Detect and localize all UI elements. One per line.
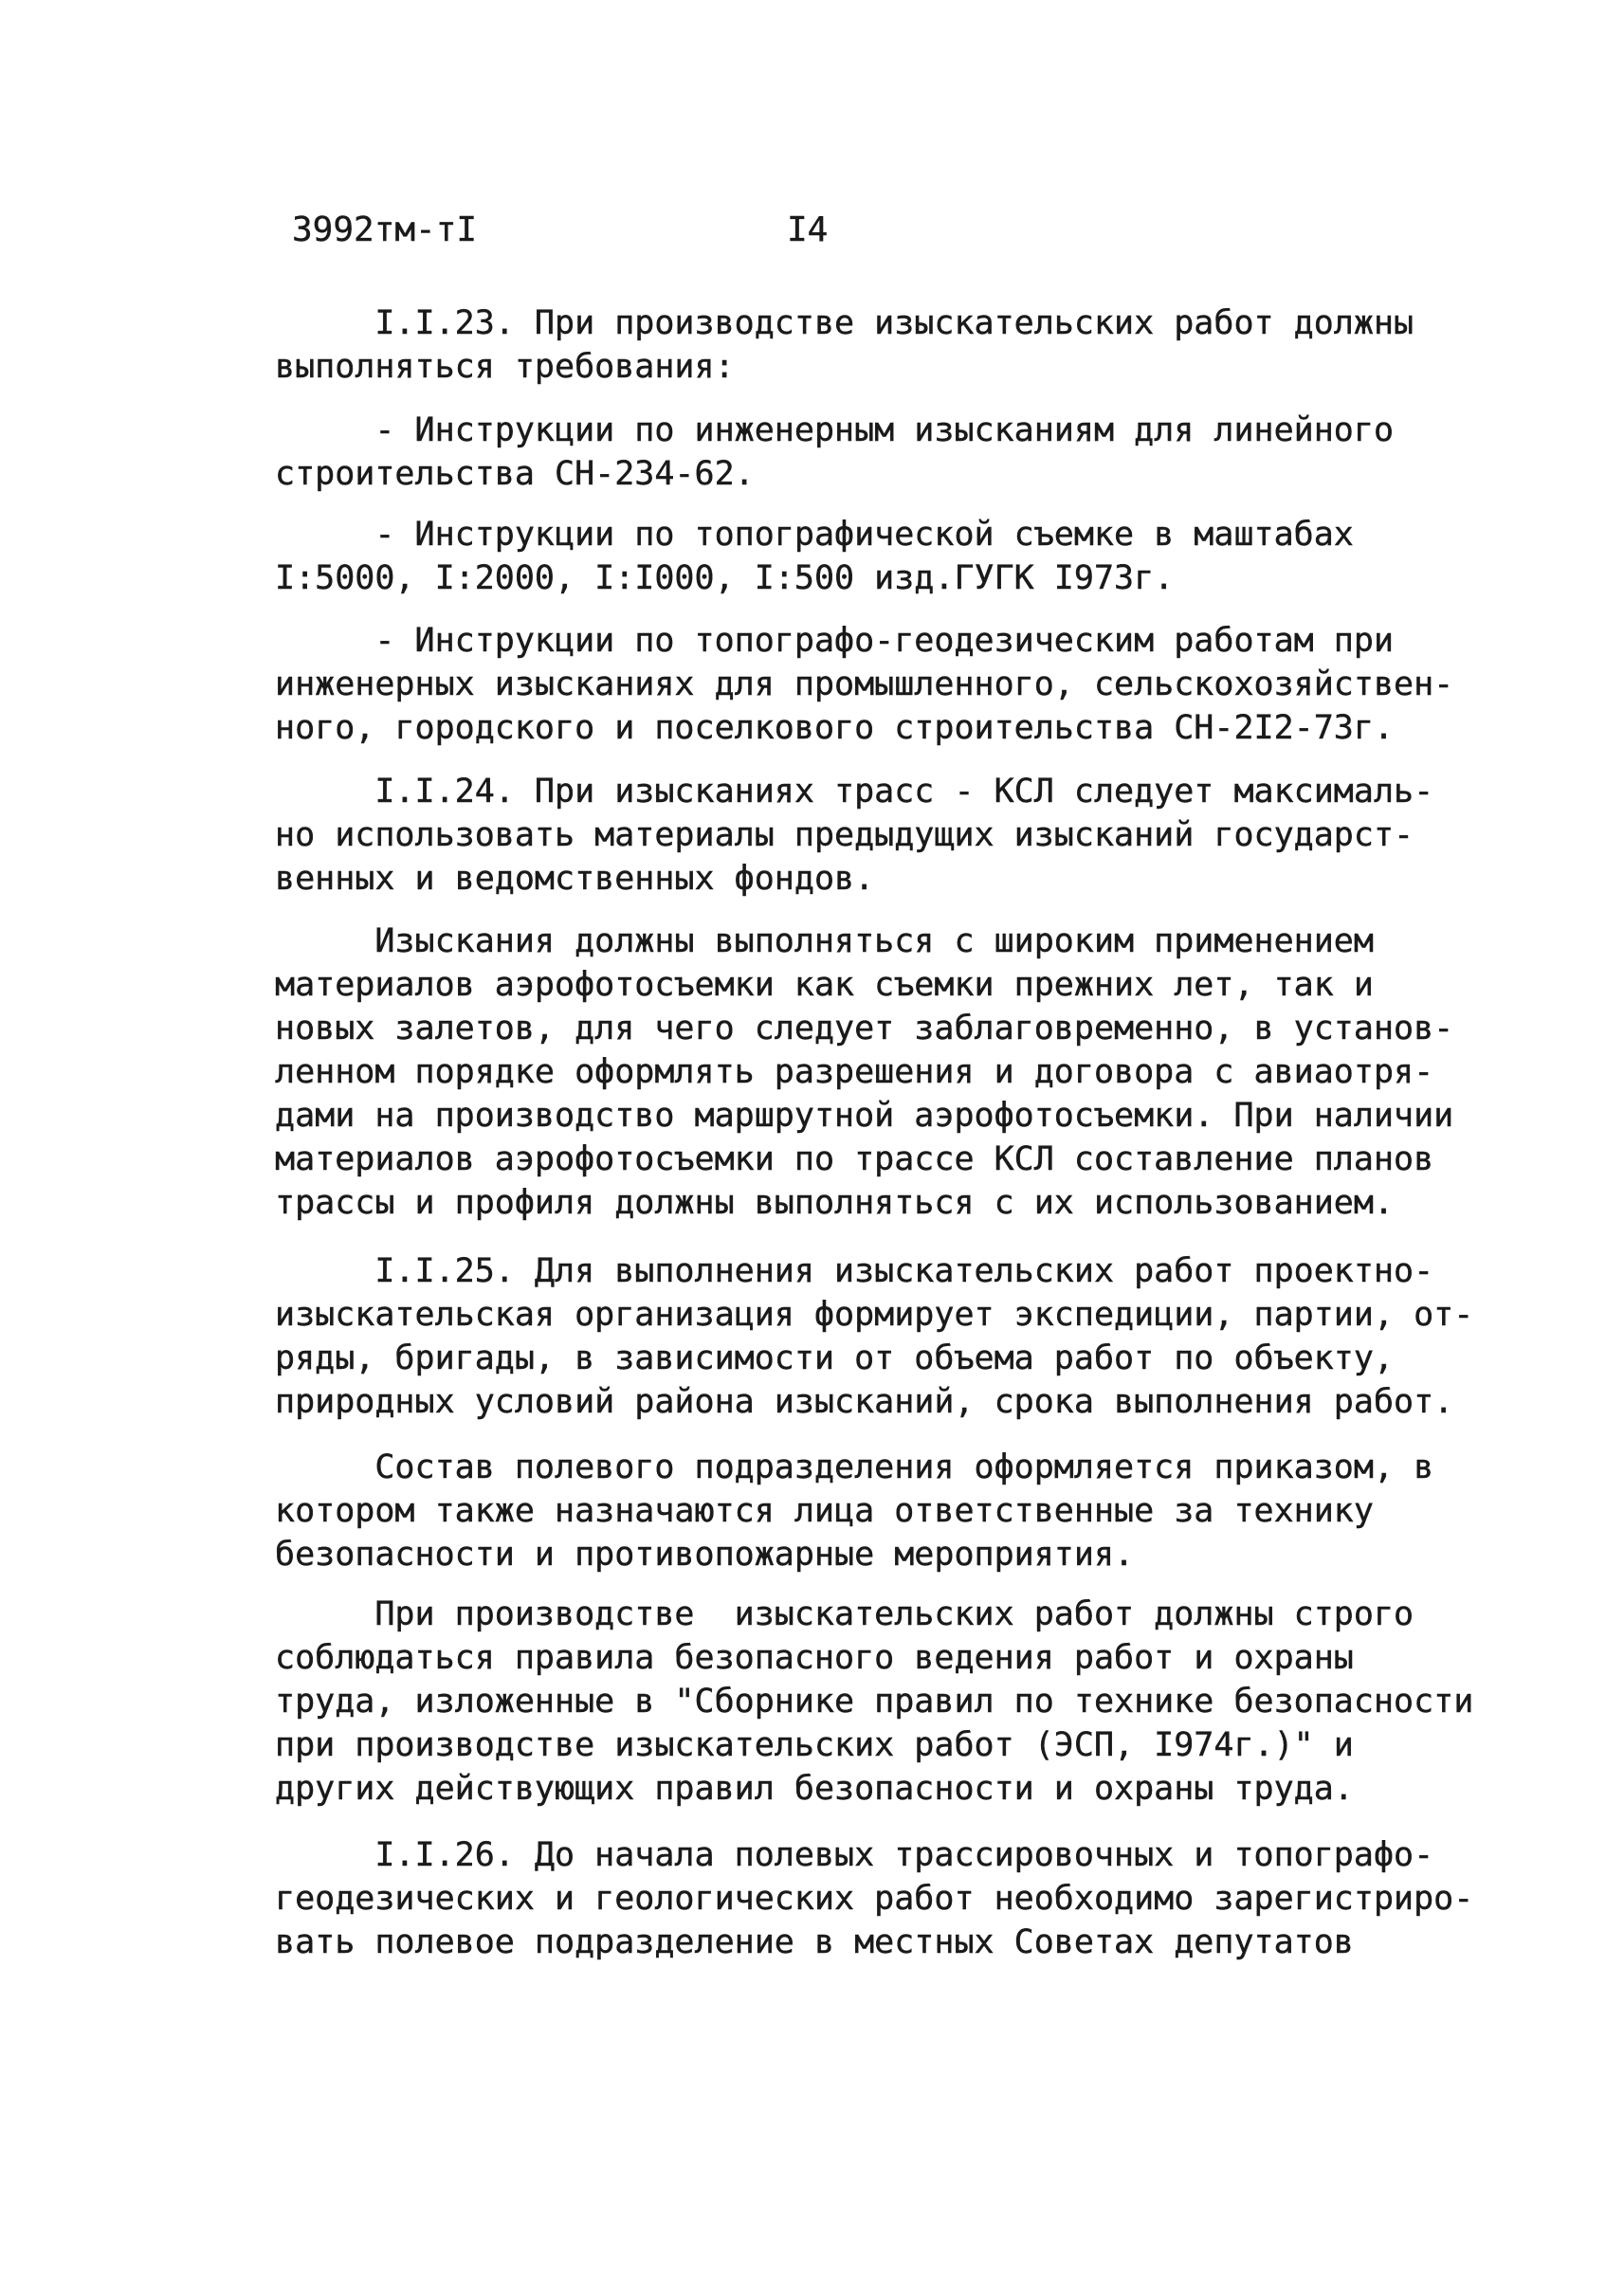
text-line: материалов аэрофотосъемки по трассе КСЛ составление планов: [275, 1140, 1434, 1178]
text-line: ряды, бригады, в зависимости от объема работ по объекту,: [275, 1339, 1395, 1377]
paragraph-safety-rules: [275, 1593, 1474, 1811]
paragraph-aerial-survey: [275, 920, 1454, 1225]
text-line: геодезических и геологических работ необходимо зарегистриро-: [275, 1880, 1474, 1918]
text-line: венных и ведомственных фондов.: [275, 860, 875, 898]
paragraph-1-1-26: [275, 1833, 1474, 1964]
paragraph-instruction-topo-survey: [275, 513, 1365, 600]
text-line: изыскательская организация формирует экспедиции, партии, от-: [275, 1296, 1474, 1334]
text-line: трассы и профиля должны выполняться с их использованием.: [275, 1184, 1395, 1222]
text-line: Изыскания должны выполняться с широким применением: [275, 922, 1374, 960]
paragraph-instruction-sn-234: [275, 409, 1395, 496]
paragraph-instruction-sn-212: [275, 619, 1454, 750]
page-number: I4: [787, 210, 829, 249]
text-line: при производстве изыскательских работ (ЭСП, I974г.)" и: [275, 1726, 1354, 1764]
text-line: Состав полевого подразделения оформляется приказом, в: [275, 1448, 1434, 1486]
text-line: новых залетов, для чего следует заблаговременно, в установ-: [275, 1010, 1454, 1047]
text-line: - Инструкции по инженерным изысканиям для линейного: [275, 411, 1395, 449]
text-line: I.I.23. При производстве изыскательских работ должны: [275, 304, 1414, 342]
text-line: природных условий района изысканий, срока выполнения работ.: [275, 1383, 1454, 1421]
text-line: выполняться требования:: [275, 348, 735, 386]
text-line: вать полевое подразделение в местных Советах депутатов: [275, 1923, 1354, 1961]
text-line: инженерных изысканиях для промышленного, сельскохозяйствен-: [275, 665, 1454, 703]
text-line: других действующих правил безопасности и охраны труда.: [275, 1770, 1354, 1808]
document-code: 3992тм-тI: [292, 210, 478, 249]
text-line: I:5000, I:2000, I:I000, I:500 изд.ГУГК I973г.: [275, 559, 1175, 597]
text-line: безопасности и противопожарные мероприятия.: [275, 1536, 1135, 1574]
paragraph-1-1-23: [275, 301, 1414, 389]
text-line: I.I.24. При изысканиях трасс - КСЛ следует максималь-: [275, 773, 1434, 811]
text-line: - Инструкции по топографо-геодезическим работам при: [275, 622, 1395, 660]
paragraph-1-1-24: [275, 770, 1434, 901]
text-line: ленном порядке оформлять разрешения и договора с авиаотря-: [275, 1053, 1434, 1091]
text-line: ного, городского и поселкового строительства СН-2I2-73г.: [275, 709, 1395, 747]
text-line: I.I.25. Для выполнения изыскательских работ проектно-: [275, 1252, 1434, 1290]
text-line: дами на производство маршрутной аэрофотосъемки. При наличии: [275, 1097, 1454, 1135]
paragraph-unit-composition: [275, 1446, 1434, 1576]
text-line: строительства СН-234-62.: [275, 455, 755, 493]
text-line: но использовать материалы предыдущих изысканий государст-: [275, 816, 1414, 854]
paragraph-1-1-25: [275, 1249, 1474, 1424]
text-line: труда, изложенные в "Сборнике правил по технике безопасности: [275, 1683, 1474, 1721]
text-line: При производстве изыскательских работ должны строго: [275, 1595, 1414, 1633]
text-line: - Инструкции по топографической съемке в маштабах: [275, 516, 1354, 554]
text-line: котором также назначаются лица ответственные за технику: [275, 1492, 1374, 1530]
text-line: материалов аэрофотосъемки как съемки прежних лет, так и: [275, 966, 1374, 1004]
text-line: I.I.26. До начала полевых трассировочных и топографо-: [275, 1836, 1434, 1874]
text-line: соблюдаться правила безопасного ведения работ и охраны: [275, 1639, 1354, 1677]
